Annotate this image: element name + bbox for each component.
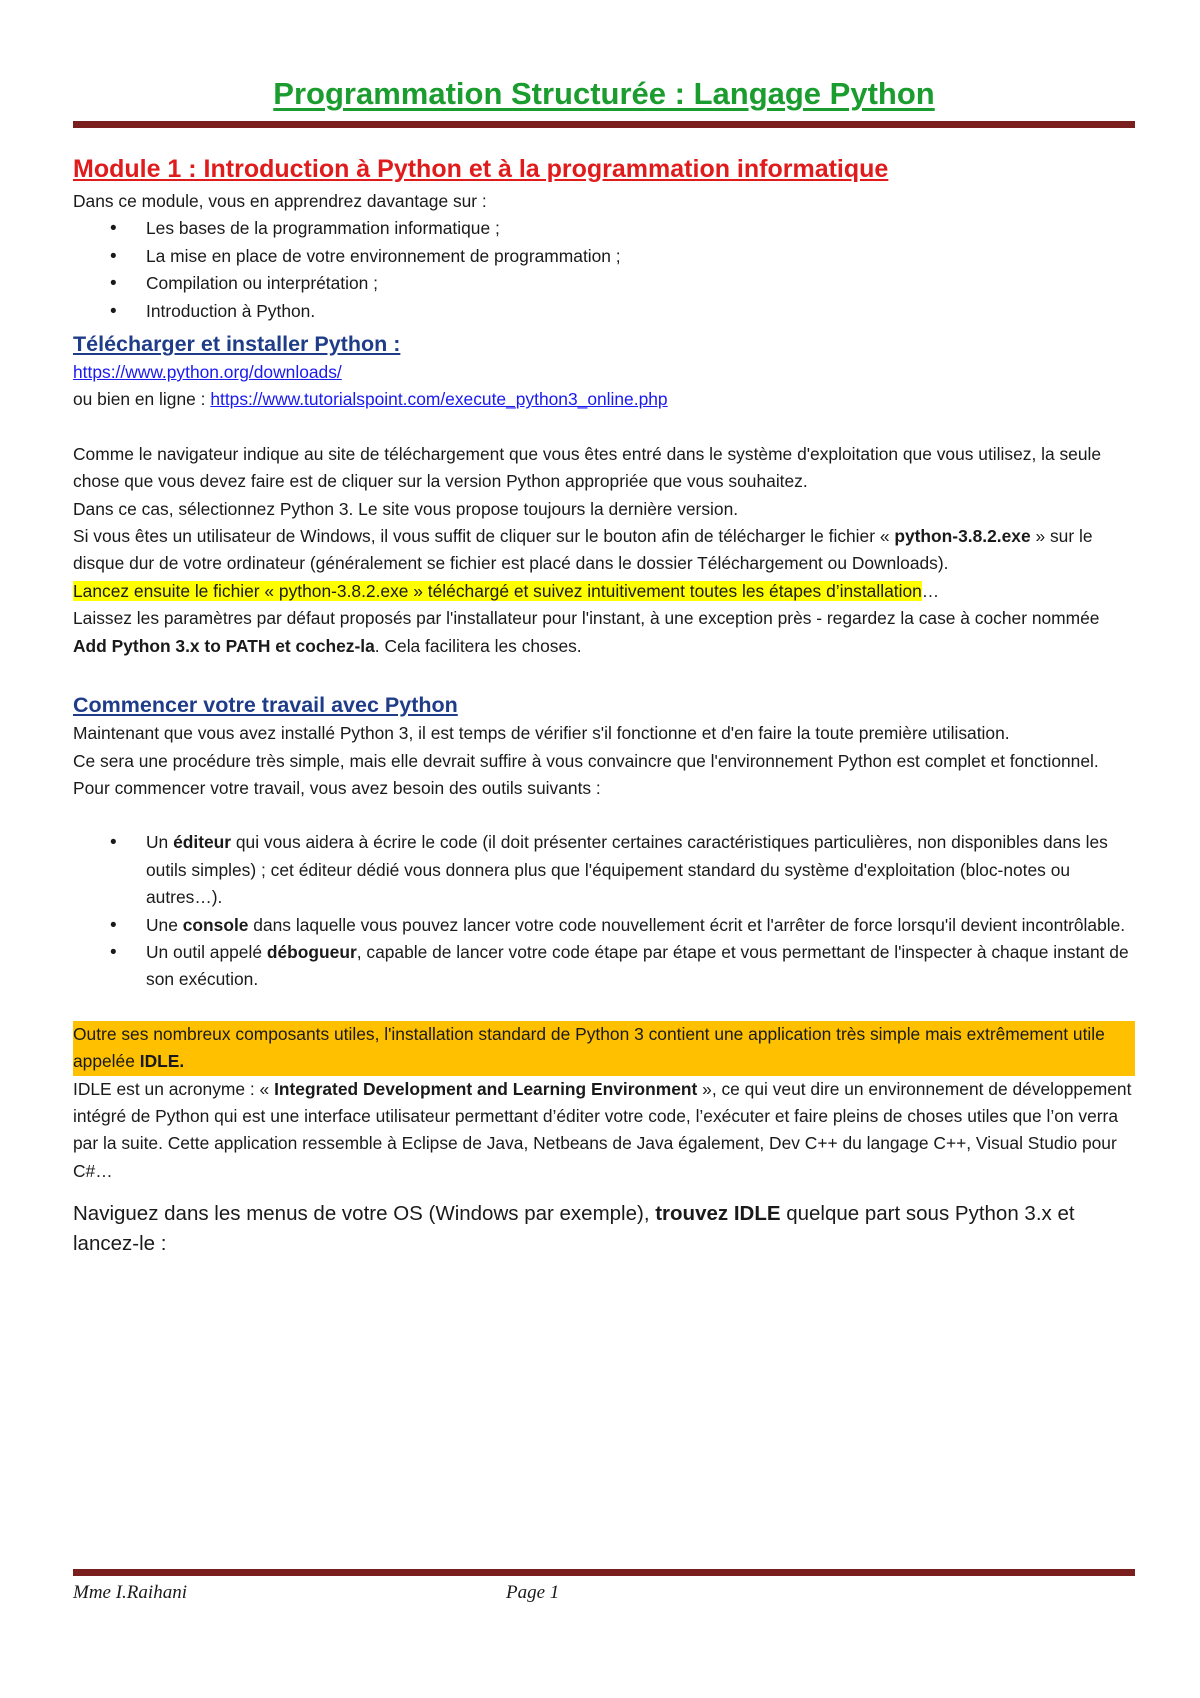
list-item: [73, 829, 1135, 911]
list-item: [73, 912, 1135, 939]
text-run: Si vous êtes un utilisateur de Windows, il vous suffit de cliquer sur le bouton afin de télécharger le fichier «: [73, 526, 895, 547]
final-instruction: [73, 1199, 1135, 1259]
paragraph: [73, 523, 1135, 578]
list-item: • Les bases de la programmation informatique ;: [73, 215, 1135, 242]
text-run: Laissez les paramètres par défaut proposés par l'installateur pour l'instant, à une exception près - regardez la case à cocher nommée: [73, 608, 1100, 629]
footer-author: Mme I.Raihani: [73, 1582, 187, 1603]
text-run: IDLE est un acronyme : «: [73, 1078, 275, 1099]
paragraph: Comme le navigateur indique au site de téléchargement que vous êtes entré dans le système d'exploitation que vous utilisez, la seule chose que vous devez faire est de cliquer sur la version Python appropriée que vous souhaitez.: [73, 443, 1102, 492]
text-run: . Cela facilitera les choses.: [374, 635, 582, 656]
online-link-line: [73, 386, 1135, 413]
page-number: Page 1: [506, 1582, 560, 1603]
text-run: Un outil appelé: [146, 941, 267, 962]
text-run: IDLE.: [139, 1051, 185, 1072]
download-link-line: [73, 359, 1135, 386]
list-item: [73, 939, 1135, 994]
text-run: » sur le disque dur de votre ordinateur (généralement se fichier est placé dans le dossier Téléchargement ou Downloads).: [73, 526, 1093, 574]
filename-bold: python-3.8.2.exe: [894, 526, 1031, 547]
paragraph: Pour commencer votre travail, vous avez besoin des outils suivants :: [73, 777, 601, 798]
list-item: • La mise en place de votre environnement de programmation ;: [73, 243, 1135, 270]
footer-divider: [73, 1569, 1135, 1576]
online-prefix: ou bien en ligne :: [73, 389, 211, 410]
page-footer: [73, 1582, 1135, 1612]
text-run: Integrated Development and Learning Environment: [274, 1078, 698, 1099]
text-run: …: [921, 580, 940, 601]
text-run: qui vous aidera à écrire le code (il doit présenter certaines caractéristiques particulières, non disponibles dans les outils simples) ; cet éditeur dédié vous donnera plus que l'équipement standard du système d'exploitation (bloc-notes ou autres…).: [146, 832, 1108, 908]
paragraph: [73, 605, 1135, 660]
download-heading: Télécharger et installer Python :: [73, 332, 401, 357]
module-topics-list: [73, 215, 1135, 325]
paragraph: Dans ce cas, sélectionnez Python 3. Le site vous propose toujours la dernière version.: [73, 498, 739, 519]
text-run: éditeur: [173, 832, 232, 853]
module-heading: Module 1 : Introduction à Python et à la programmation informatique: [73, 155, 889, 183]
python-download-link[interactable]: https://www.python.org/downloads/: [73, 362, 342, 383]
text-run: , capable de lancer votre code étape par étape et vous permettant de l'inspecter à chaque instant de son exécution.: [146, 941, 1129, 990]
text-run: trouvez IDLE: [655, 1202, 781, 1226]
paragraph: [73, 578, 1135, 605]
text-run: quelque part sous Python 3.x et lancez-le :: [73, 1202, 1075, 1256]
paragraph: Ce sera une procédure très simple, mais elle devrait suffire à vous convaincre que l'environnement Python est complet et fonctionnel.: [73, 750, 1099, 771]
highlighted-instruction: Lancez ensuite le fichier « python-3.8.2.exe » téléchargé et suivez intuitivement toutes les étapes d’installation: [73, 580, 922, 601]
text-run: Un: [146, 832, 174, 853]
start-heading: Commencer votre travail avec Python: [73, 693, 458, 718]
paragraph: [73, 1076, 1135, 1186]
text-run: Outre ses nombreux composants utiles, l'installation standard de Python 3 contient une application très simple mais extrêmement utile appelée: [73, 1023, 1105, 1072]
text-run: console: [182, 914, 249, 935]
text-run: Une: [146, 914, 183, 935]
idle-highlight-box: [73, 1021, 1135, 1076]
document-body: [73, 152, 1135, 1259]
text-run: dans laquelle vous pouvez lancer votre code nouvellement écrit et l'arrêter de force lorsqu'il devient incontrôlable.: [248, 914, 1126, 935]
list-item: • Compilation ou interprétation ;: [73, 270, 1135, 297]
document-title: Programmation Structurée : Langage Python: [273, 76, 935, 111]
header-divider: [73, 121, 1135, 128]
list-item: • Introduction à Python.: [73, 298, 1135, 325]
text-run: débogueur: [266, 941, 357, 962]
path-option-bold: Add Python 3.x to PATH et cochez-la: [73, 635, 375, 656]
text-run: », ce qui veut dire un environnement de développement intégré de Python qui est une interface utilisateur permettant d’éditer votre code, l’exécuter et faire pleins de choses utiles que l’on verra par la suite. Cette application ressemble à Eclipse de Java, Netbeans de Java également, Dev C++ du langage C++, Visual Studio pour C#…: [73, 1078, 1132, 1181]
tools-list: [73, 829, 1135, 993]
module-intro: Dans ce module, vous en apprendrez davantage sur :: [73, 191, 487, 211]
text-run: Naviguez dans les menus de votre OS (Windows par exemple),: [73, 1202, 656, 1226]
paragraph: Maintenant que vous avez installé Python 3, il est temps de vérifier s'il fonctionne et d'en faire la toute première utilisation.: [73, 723, 1010, 744]
tutorialspoint-link[interactable]: https://www.tutorialspoint.com/execute_python3_online.php: [210, 389, 668, 410]
